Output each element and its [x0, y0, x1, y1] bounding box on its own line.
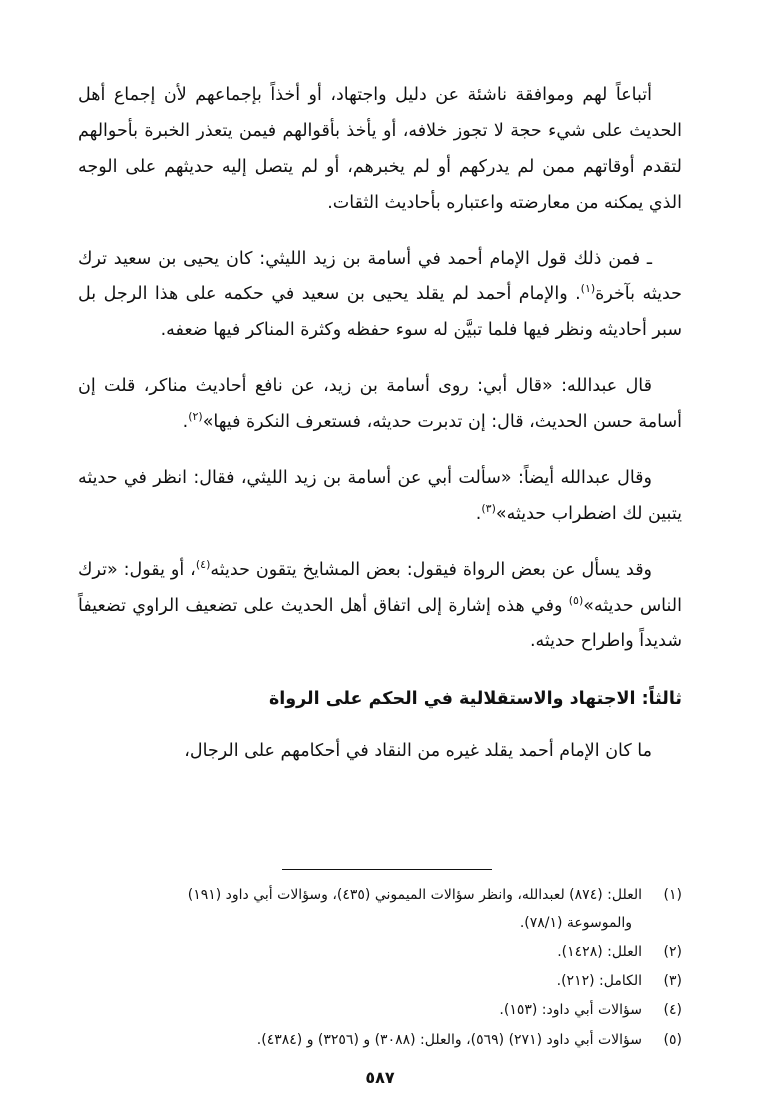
footnote-separator-rule: [282, 869, 492, 870]
page-number: ٥٨٧: [365, 1068, 395, 1087]
section-heading: ثالثاً: الاجتهاد والاستقلالية في الحكم على الرواة: [268, 689, 682, 710]
footnote-item: [78, 939, 682, 966]
paragraph-5-text-after-2: وفي هذه إشارة إلى اتفاق أهل الحديث على تضعيف الراوي تضعيفاً شديداً واطراح حديثه.: [78, 595, 682, 652]
paragraph-4-text-after: .: [475, 503, 482, 524]
footnote-number: (٣): [663, 973, 682, 990]
footnote-text: سؤالات أبي داود: (١٥٣).: [499, 1002, 642, 1019]
paragraph-3-text: قال عبدالله: «قال أبي: روى أسامة بن زيد، عن نافع أحاديث مناكر، قلت إن أسامة حسن الحديث، قال: إن تدبرت حديثه، فستعرف النكرة فيها»: [78, 376, 682, 432]
footnote-text-line2: والموسوعة (٧٨/١).: [519, 914, 632, 931]
footnote-number: (٢): [663, 943, 682, 960]
footnote-text-line1: العلل: (٨٧٤) لعبدالله، وانظر سؤالات الميموني (٤٣٥)، وسؤالات أبي داود (١٩١): [187, 887, 642, 904]
footnote-text: [78, 882, 642, 937]
footnote-item: [78, 1027, 682, 1054]
paragraph-4-text: وقال عبدالله أيضاً: «سألت أبي عن أسامة بن زيد الليثي، فقال: انظر في حديثه يتبين لك اضطراب حديثه»: [78, 467, 682, 524]
footnote-number: (٤): [663, 1002, 682, 1019]
paragraph-4: [78, 461, 682, 533]
paragraph-2: [78, 242, 682, 350]
footnote-number: (٥): [663, 1031, 682, 1048]
paragraph-1: [78, 78, 682, 222]
paragraph-5-text: وقد يسأل عن بعض الرواة فيقول: بعض المشايخ يتقون حديثه: [210, 559, 653, 580]
paragraph-1-text: أتباعاً لهم وموافقة ناشئة عن دليل واجتهاد، أو أخذاً بإجماعهم لأن إجماع أهل الحديث على شيء حجة لا تجوز خلافه، أو يأخذ بأقوالهم فيمن يتعذر الخبرة بأحوالهم لتقدم أوقاتهم ممن لم يدركهم أو لم يخبرهم، أو لم يتصل إليه حديثهم على الوجه الذي يمكنه من معارضته واعتباره بأحاديث الثقات.: [78, 85, 682, 213]
main-text-block: [78, 78, 682, 790]
footnote-marker-5: (٥): [568, 593, 584, 607]
paragraph-5-text-after: ، أو يقول: «ترك الناس حديثه»: [78, 559, 682, 616]
paragraph-after-heading: ما كان الإمام أحمد يقلد غيره من النقاد في أحكامهم على الرجال،: [184, 740, 652, 761]
footnote-text: الكامل: (٢١٢).: [556, 973, 642, 990]
footnote-marker-2: (٢): [188, 410, 203, 424]
footnote-marker-3: (٣): [481, 501, 496, 515]
page-spacer: [78, 790, 682, 870]
paragraph-3: [78, 369, 682, 441]
footnote-section: [78, 869, 682, 1087]
footnote-number: (١): [663, 887, 682, 904]
footnote-item: [78, 968, 682, 995]
footnote-list: [78, 882, 682, 1054]
footnote-item: [78, 882, 682, 937]
footnote-item: [78, 997, 682, 1024]
paragraph-3-text-after: .: [182, 412, 189, 432]
footnote-text: العلل: (١٤٢٨).: [557, 943, 642, 960]
paragraph-5: [78, 553, 682, 661]
footnote-text: سؤالات أبي داود (٢٧١) (٥٦٩)، والعلل: (٣٠٨٨) و (٣٢٥٦) و (٤٣٨٤).: [256, 1031, 642, 1048]
footnote-marker-4: (٤): [195, 557, 211, 571]
footnote-marker-1: (١): [580, 282, 596, 296]
paragraph-2-text-after: . والإمام أحمد لم يقلد يحيى بن سعيد في حكمه على هذا الرجل بل سبر أحاديثه ونظر فيها فلما تبيَّن له سوء حفظه وكثرة المناكر فيها ضعفه.: [78, 284, 682, 341]
paragraph-2-text: ـ فمن ذلك قول الإمام أحمد في أسامة بن زيد الليثي: كان يحيى بن سعيد ترك حديثه بآخرة: [78, 248, 682, 305]
